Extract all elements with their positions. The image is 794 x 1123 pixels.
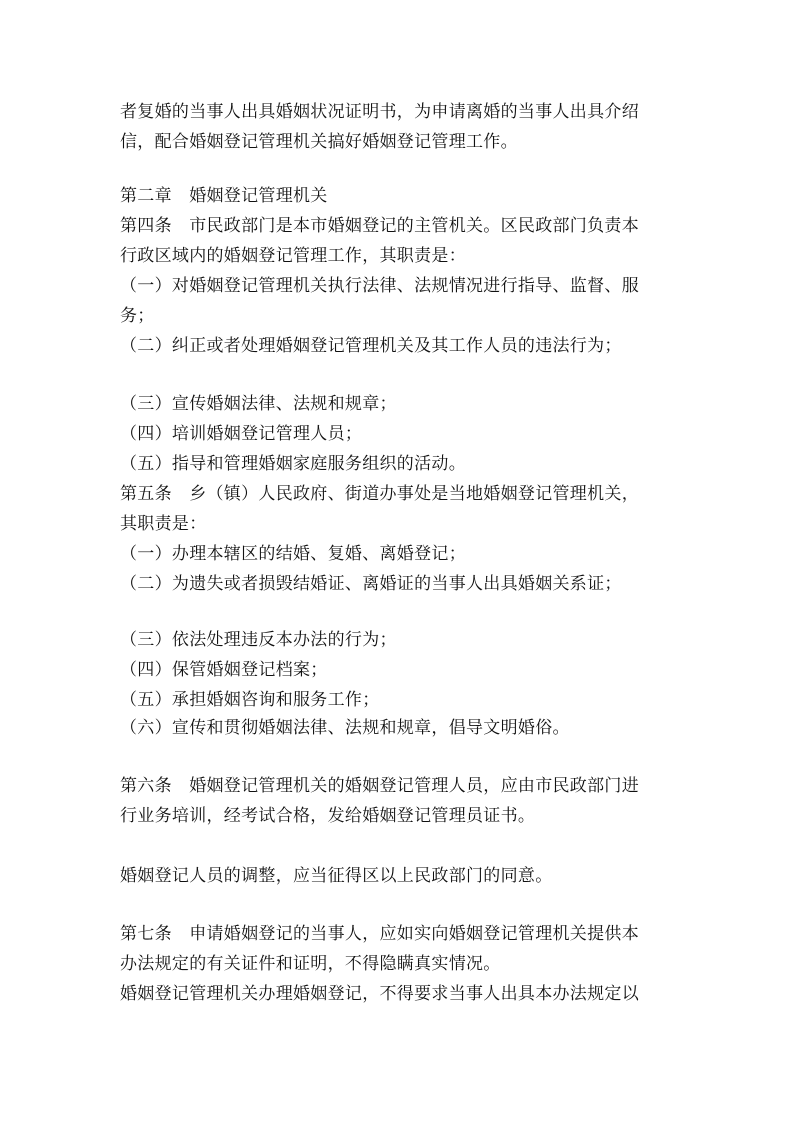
article-7: 第七条 申请婚姻登记的当事人，应如实向婚姻登记管理机关提供本 (120, 924, 639, 944)
text-line: 信，配合婚姻登记管理机关搞好婚姻登记管理工作。 (120, 132, 518, 152)
text-line: 婚姻登记管理机关办理婚姻登记，不得要求当事人出具本办法规定以 (120, 984, 639, 1004)
list-item: （四）培训婚姻登记管理人员； (120, 424, 363, 444)
list-item: （五）指导和管理婚姻家庭服务组织的活动。 (120, 454, 466, 474)
article-5: 第五条 乡（镇）人民政府、街道办事处是当地婚姻登记管理机关， (120, 484, 639, 504)
list-item: （四）保管婚姻登记档案； (120, 660, 328, 680)
text-line: 者复婚的当事人出具婚姻状况证明书，为申请离婚的当事人出具介绍 (120, 102, 639, 122)
text-line: 行政区域内的婚姻登记管理工作，其职责是： (120, 246, 466, 266)
list-item: （三）宣传婚姻法律、法规和规章； (120, 394, 397, 414)
list-item: （五）承担婚姻咨询和服务工作； (120, 690, 380, 710)
text-line: 务； (120, 306, 155, 326)
paragraph: 婚姻登记人员的调整，应当征得区以上民政部门的同意。 (120, 866, 553, 886)
text-line: 行业务培训，经考试合格，发给婚姻登记管理员证书。 (120, 806, 536, 826)
article-4: 第四条 市民政部门是本市婚姻登记的主管机关。区民政部门负责本 (120, 216, 639, 236)
list-item: （一）对婚姻登记管理机关执行法律、法规情况进行指导、监督、服 (120, 276, 639, 296)
list-item: （一）办理本辖区的结婚、复婚、离婚登记； (120, 544, 466, 564)
article-6: 第六条 婚姻登记管理机关的婚姻登记管理人员，应由市民政部门进 (120, 776, 639, 796)
list-item: （三）依法处理违反本办法的行为； (120, 630, 397, 650)
text-line: 其职责是： (120, 514, 207, 534)
list-item: （六）宣传和贯彻婚姻法律、法规和规章，倡导文明婚俗。 (120, 718, 570, 738)
chapter-heading: 第二章 婚姻登记管理机关 (120, 186, 328, 206)
text-line: 办法规定的有关证件和证明，不得隐瞒真实情况。 (120, 954, 501, 974)
list-item: （二）为遗失或者损毁结婚证、离婚证的当事人出具婚姻关系证； (120, 574, 622, 594)
list-item: （二）纠正或者处理婚姻登记管理机关及其工作人员的违法行为； (120, 336, 622, 356)
